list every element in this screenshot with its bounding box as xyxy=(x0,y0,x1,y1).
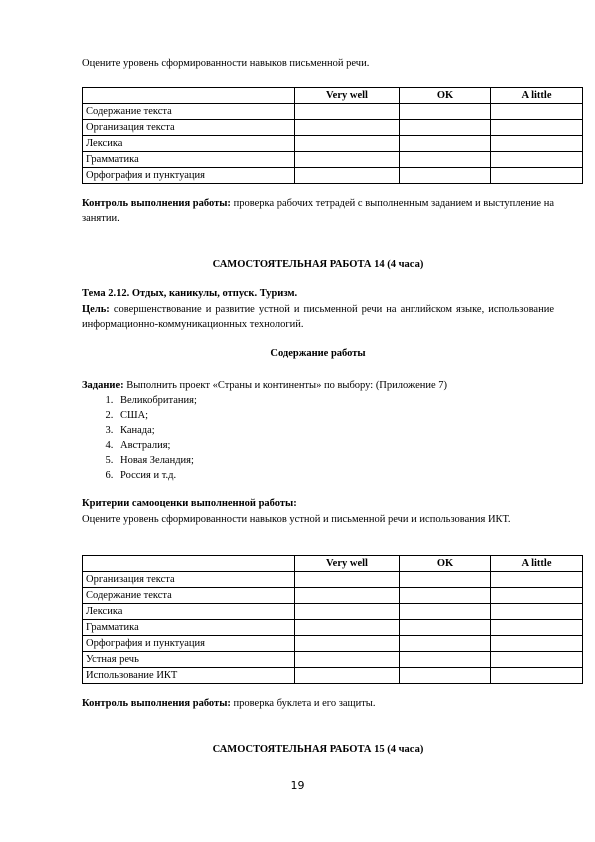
country-list xyxy=(82,393,554,483)
table-cell xyxy=(295,604,400,620)
table-cell xyxy=(295,152,400,168)
criteria-heading: Критерии самооценки выполненной работы: xyxy=(82,498,297,509)
task-text: Выполнить проект «Страны и континенты» по выбору: (Приложение 7) xyxy=(123,380,448,391)
table-cell xyxy=(295,620,400,636)
table-cell xyxy=(400,604,491,620)
table-row xyxy=(83,668,583,684)
table-cell xyxy=(491,668,583,684)
table-cell xyxy=(295,136,400,152)
table-cell xyxy=(295,572,400,588)
table-cell xyxy=(400,104,491,120)
table-header-cell xyxy=(83,556,295,572)
table-header-row xyxy=(83,88,583,104)
table-cell xyxy=(295,168,400,184)
table-row-label: Содержание текста xyxy=(83,588,295,604)
work-14-heading: САМОСТОЯТЕЛЬНАЯ РАБОТА 14 (4 часа) xyxy=(212,259,424,270)
table-row-label: Организация текста xyxy=(83,120,295,136)
list-item: 1. Великобритания; xyxy=(116,393,554,408)
table-row xyxy=(83,636,583,652)
table-row-label: Грамматика xyxy=(83,152,295,168)
table-cell xyxy=(400,572,491,588)
table-row xyxy=(83,104,583,120)
table-row-label: Содержание текста xyxy=(83,104,295,120)
table-row xyxy=(83,152,583,168)
table-header-cell: OK xyxy=(400,88,491,104)
table-cell xyxy=(491,120,583,136)
control-paragraph-1 xyxy=(82,196,554,226)
topic-line: Тема 2.12. Отдых, каникулы, отпуск. Туризм. xyxy=(82,288,298,299)
table-row-label: Использование ИКТ xyxy=(83,668,295,684)
table-cell xyxy=(491,652,583,668)
table-row-label: Орфография и пунктуация xyxy=(83,168,295,184)
table-cell xyxy=(295,104,400,120)
skills-table-2 xyxy=(82,555,554,684)
page-number: 19 xyxy=(290,779,305,792)
skills-table-1 xyxy=(82,87,554,184)
table-cell xyxy=(295,588,400,604)
table-cell xyxy=(491,104,583,120)
table-cell xyxy=(400,588,491,604)
control-label: Контроль выполнения работы: xyxy=(82,198,231,209)
table-row xyxy=(83,120,583,136)
table-row xyxy=(83,588,583,604)
task-label: Задание: xyxy=(82,380,124,391)
table-cell xyxy=(400,668,491,684)
control-label: Контроль выполнения работы: xyxy=(82,698,231,709)
list-item: 5. Новая Зеландия; xyxy=(116,453,554,468)
table-cell xyxy=(491,168,583,184)
list-item: 4. Австралия; xyxy=(116,438,554,453)
table-header-cell xyxy=(83,88,295,104)
control-text: проверка рабочих тетрадей с выполненным заданием и выступление на занятии. xyxy=(82,198,555,224)
table-row xyxy=(83,620,583,636)
table-cell xyxy=(491,136,583,152)
table-cell xyxy=(400,636,491,652)
table-row-label: Лексика xyxy=(83,604,295,620)
table-header-cell: OK xyxy=(400,556,491,572)
work-15-heading: САМОСТОЯТЕЛЬНАЯ РАБОТА 15 (4 часа) xyxy=(212,744,424,755)
table-row-label: Организация текста xyxy=(83,572,295,588)
table-cell xyxy=(295,668,400,684)
control-text: проверка буклета и его защиты. xyxy=(230,698,376,709)
table-row xyxy=(83,168,583,184)
table-cell xyxy=(295,636,400,652)
table-header-cell: A little xyxy=(491,88,583,104)
table-header-cell: A little xyxy=(491,556,583,572)
table-cell xyxy=(491,152,583,168)
table-row xyxy=(83,652,583,668)
table-row-label: Орфография и пунктуация xyxy=(83,636,295,652)
control-paragraph-2 xyxy=(82,696,554,711)
table-header-cell: Very well xyxy=(295,88,400,104)
table-cell xyxy=(295,120,400,136)
table-cell xyxy=(491,604,583,620)
table-cell xyxy=(491,636,583,652)
table-row xyxy=(83,572,583,588)
table-cell xyxy=(491,588,583,604)
table-row-label: Устная речь xyxy=(83,652,295,668)
table-row xyxy=(83,136,583,152)
content-heading: Содержание работы xyxy=(270,348,366,359)
task-line xyxy=(82,378,554,393)
goal-label: Цель: xyxy=(82,304,110,315)
list-item: 3. Канада; xyxy=(116,423,554,438)
table-row xyxy=(83,604,583,620)
table-cell xyxy=(400,136,491,152)
list-item: 6. Россия и т.д. xyxy=(116,468,554,483)
table-cell xyxy=(400,168,491,184)
table-cell xyxy=(491,572,583,588)
table-cell xyxy=(400,152,491,168)
criteria-text: Оцените уровень сформированности навыков устной и письменной речи и использования ИКТ. xyxy=(82,514,511,525)
list-item: 2. США; xyxy=(116,408,554,423)
table-row-label: Лексика xyxy=(83,136,295,152)
table-cell xyxy=(295,652,400,668)
assessment-instruction: Оцените уровень сформированности навыков письменной речи. xyxy=(82,58,370,69)
goal-paragraph xyxy=(82,302,554,332)
table-header-cell: Very well xyxy=(295,556,400,572)
table-cell xyxy=(491,620,583,636)
goal-text: совершенствование и развитие устной и письменной речи на английском языке, использование информационно-коммуникационных технологий. xyxy=(82,304,554,330)
table-row-label: Грамматика xyxy=(83,620,295,636)
table-cell xyxy=(400,652,491,668)
table-cell xyxy=(400,120,491,136)
table-cell xyxy=(400,620,491,636)
table-header-row xyxy=(83,556,583,572)
